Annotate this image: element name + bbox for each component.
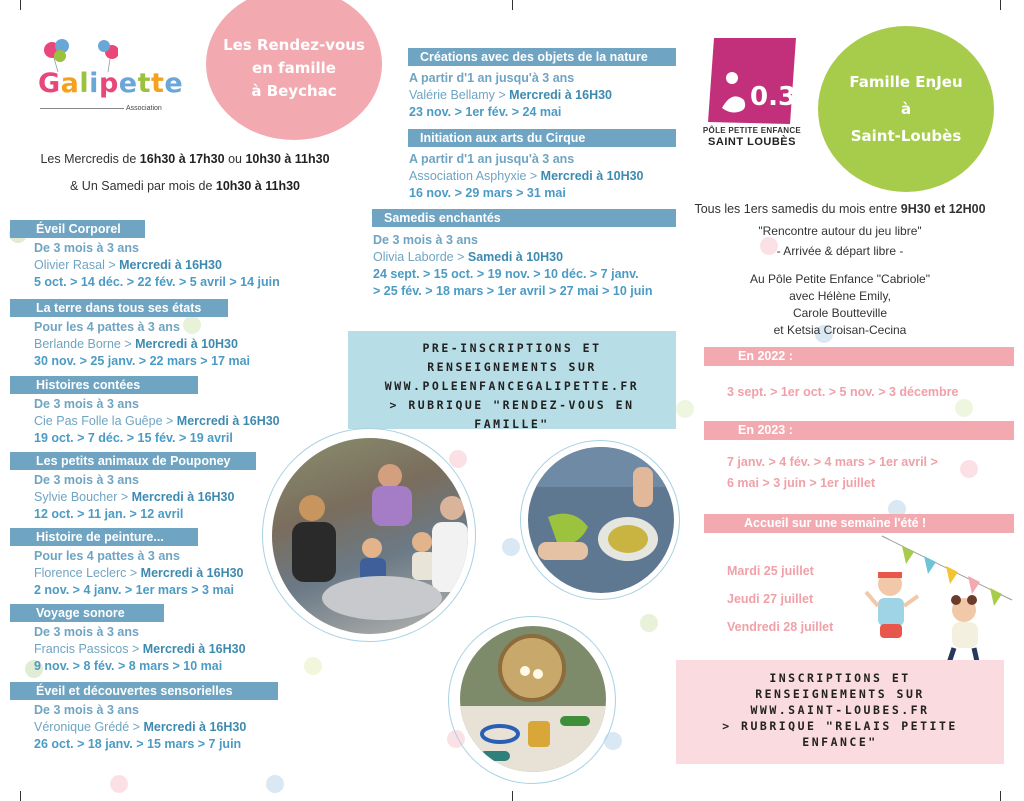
schedule-time: 10h30 à 11h30 xyxy=(215,179,300,193)
activity-age: De 3 mois à 3 ans xyxy=(34,473,139,487)
place-text: avec Hélène Emily, xyxy=(789,289,891,303)
decor-dot xyxy=(304,657,322,675)
schedule-time: 10h30 à 11h30 xyxy=(245,152,330,166)
crop-mark xyxy=(512,0,513,10)
place-text: et Ketsia Croisan-Cecina xyxy=(773,323,907,337)
info-line: PRE-INSCRIPTIONS ET xyxy=(422,341,602,355)
activity-title: Histoires contées xyxy=(10,376,198,394)
activity-details xyxy=(34,319,250,370)
summer-day: Jeudi 27 juillet xyxy=(727,592,814,606)
circle-line: Famille EnJeu xyxy=(849,72,963,91)
activity-details xyxy=(34,624,246,675)
quote-text: "Rencontre autour du jeu libre" xyxy=(758,224,922,238)
summer-label: Accueil sur une semaine l'été ! xyxy=(704,514,1014,533)
painting-photo xyxy=(528,447,674,593)
samedis-title: Samedis enchantés xyxy=(372,209,676,227)
activity-details xyxy=(34,702,246,753)
schedule-text: ou xyxy=(224,152,246,166)
activity-dates: 26 oct. > 18 janv. > 15 mars > 7 juin xyxy=(34,737,242,751)
info-line: > RUBRIQUE "RELAIS PETITE xyxy=(722,719,958,733)
intro-text: Tous les 1ers samedis du mois entre xyxy=(694,202,901,216)
year-2022-label: En 2022 : xyxy=(704,347,1014,366)
preinscription-box xyxy=(348,331,676,429)
summer-day: Mardi 25 juillet xyxy=(727,564,814,578)
logo-number: 0.3 xyxy=(750,82,797,112)
crop-mark xyxy=(1000,0,1001,10)
logo-underline xyxy=(40,108,124,109)
activity-when: Mercredi à 16H30 xyxy=(140,566,244,580)
samedis-dates: 24 sept. > 15 oct. > 19 nov. > 10 déc. > 7 janv. xyxy=(373,267,639,281)
crop-mark xyxy=(512,791,513,801)
samedis-when: Samedi à 10H30 xyxy=(467,250,564,264)
crop-mark xyxy=(1000,791,1001,801)
activity-title: Initiation aux arts du Cirque xyxy=(408,129,676,147)
sensory-photo xyxy=(460,626,606,772)
schedule-text: Les Mercredis de xyxy=(40,152,140,166)
galipette-logo xyxy=(38,38,184,118)
activity-age: De 3 mois à 3 ans xyxy=(34,625,139,639)
famille-enjeu-circle xyxy=(818,26,994,192)
activity-host-line xyxy=(34,336,250,353)
activity-host-line xyxy=(34,719,246,736)
samedis-details xyxy=(373,232,652,300)
activity-title: Créations avec des objets de la nature xyxy=(408,48,676,66)
year-2023-dates: 6 mai > 3 juin > 1er juillet xyxy=(727,476,875,490)
activity-when: Mercredi à 16H30 xyxy=(143,720,247,734)
activity-title: Éveil Corporel xyxy=(10,220,145,238)
activity-dates: 2 nov. > 4 janv. > 1er mars > 3 mai xyxy=(34,583,234,597)
activity-title: La terre dans tous ses états xyxy=(10,299,228,317)
activity-host: Cie Pas Folle la Guêpe > xyxy=(34,414,177,428)
circle-line: Les Rendez-vous xyxy=(223,35,365,54)
activity-details xyxy=(409,151,644,202)
logo-line-2: SAINT LOUBÈS xyxy=(708,136,796,148)
activity-title: Les petits animaux de Pouponey xyxy=(10,452,256,470)
activity-host-line xyxy=(34,641,246,658)
place-text: Carole Boutteville xyxy=(792,306,888,320)
activity-host: Association Asphyxie > xyxy=(409,169,541,183)
activity-host-line xyxy=(34,565,244,582)
year-2022-dates: 3 sept. > 1er oct. > 5 nov. > 3 décembre xyxy=(727,385,959,399)
activity-host: Véronique Grédé > xyxy=(34,720,144,734)
circle-line: à xyxy=(900,99,912,118)
activity-age: De 3 mois à 3 ans xyxy=(34,397,139,411)
crop-mark xyxy=(20,0,21,10)
activity-host: Sylvie Boucher > xyxy=(34,490,132,504)
activity-dates: 19 oct. > 7 déc. > 15 fév. > 19 avril xyxy=(34,431,233,445)
decor-dot xyxy=(955,399,973,417)
activity-host-line xyxy=(34,489,234,506)
info-line: RENSEIGNEMENTS SUR xyxy=(427,360,597,374)
crop-mark xyxy=(20,791,21,801)
activity-host-line xyxy=(34,413,280,430)
activity-details xyxy=(34,240,280,291)
activity-title: Éveil et découvertes sensorielles xyxy=(10,682,278,700)
painting-illustration xyxy=(528,447,674,593)
activity-when: Mercredi à 10H30 xyxy=(540,169,644,183)
activity-host: Olivier Rasal > xyxy=(34,258,120,272)
info-line: INSCRIPTIONS ET xyxy=(769,671,911,685)
decor-dot xyxy=(266,775,284,793)
activity-when: Mercredi à 10H30 xyxy=(135,337,238,351)
family-group-photo xyxy=(272,438,468,634)
children-bunting-illustration xyxy=(862,526,1022,672)
activity-details xyxy=(34,396,280,447)
activity-when: Mercredi à 16H30 xyxy=(142,642,246,656)
year-2023-label: En 2023 : xyxy=(704,421,1014,440)
decor-dot xyxy=(502,538,520,556)
activity-when: Mercredi à 16H30 xyxy=(176,414,280,428)
sensory-illustration xyxy=(460,626,606,772)
logo-subtitle: Association xyxy=(126,105,162,112)
decor-dot xyxy=(449,450,467,468)
activity-dates: 16 nov. > 29 mars > 31 mai xyxy=(409,186,566,200)
activity-age: Pour les 4 pattes à 3 ans xyxy=(34,549,180,563)
activity-details xyxy=(34,472,234,523)
rendezvous-circle xyxy=(206,0,382,140)
activity-details xyxy=(34,548,244,599)
activity-age: A partir d'1 an jusqu'à 3 ans xyxy=(409,71,575,85)
info-line: WWW.SAINT-LOUBES.FR xyxy=(750,703,930,717)
schedule-text: & Un Samedi par mois de xyxy=(69,179,216,193)
activity-dates: 5 oct. > 14 déc. > 22 fév. > 5 avril > 14 juin xyxy=(34,275,280,289)
info-line: RENSEIGNEMENTS SUR xyxy=(755,687,925,701)
circle-line: à Beychac xyxy=(251,81,337,100)
schedule-line-2 xyxy=(0,179,370,193)
intro-time: 9H30 et 12H00 xyxy=(900,202,986,216)
samedis-intro xyxy=(676,201,1004,218)
balloons-icon xyxy=(38,38,118,72)
schedule-line-1 xyxy=(0,152,370,166)
activity-title: Voyage sonore xyxy=(10,604,164,622)
activity-age: A partir d'1 an jusqu'à 3 ans xyxy=(409,152,575,166)
activity-when: Mercredi à 16H30 xyxy=(119,258,222,272)
activity-host: Francis Passicos > xyxy=(34,642,143,656)
activity-when: Mercredi à 16H30 xyxy=(131,490,235,504)
samedis-dates: > 25 fév. > 18 mars > 1er avril > 27 mai > 10 juin xyxy=(373,284,653,298)
samedis-host: Olivia Laborde > xyxy=(373,250,468,264)
logo-wordmark: Galipette xyxy=(38,68,184,99)
circle-line: Saint-Loubès xyxy=(850,126,962,145)
place-text: Au Pôle Petite Enfance "Cabriole" xyxy=(750,272,930,286)
inscription-box xyxy=(676,660,1004,764)
schedule-time: 16h30 à 17h30 xyxy=(139,152,225,166)
activity-title: Histoire de peinture... xyxy=(10,528,198,546)
activity-dates: 9 nov. > 8 fév. > 8 mars > 10 mai xyxy=(34,659,223,673)
pole-petite-enfance-logo xyxy=(702,36,802,168)
activity-details xyxy=(409,70,612,121)
activity-dates: 23 nov. > 1er fév. > 24 mai xyxy=(409,105,562,119)
samedis-age: De 3 mois à 3 ans xyxy=(373,233,478,247)
summer-day: Vendredi 28 juillet xyxy=(727,620,834,634)
year-2023-dates: 7 janv. > 4 fév. > 4 mars > 1er avril > xyxy=(727,455,938,469)
decor-dot xyxy=(110,775,128,793)
activity-host: Florence Leclerc > xyxy=(34,566,141,580)
activity-age: De 3 mois à 3 ans xyxy=(34,703,139,717)
info-line: FAMILLE" xyxy=(474,417,550,431)
logo-shape-icon xyxy=(706,36,798,126)
activity-dates: 12 oct. > 11 jan. > 12 avril xyxy=(34,507,184,521)
children-photo-illustration xyxy=(272,438,468,634)
decor-dot xyxy=(640,614,658,632)
info-line: WWW.POLEENFANCEGALIPETTE.FR xyxy=(384,379,640,393)
logo-line-1: PÔLE PETITE ENFANCE xyxy=(702,126,802,135)
activity-host: Berlande Borne > xyxy=(34,337,136,351)
activity-when: Mercredi à 16H30 xyxy=(509,88,613,102)
activity-dates: 30 nov. > 25 janv. > 22 mars > 17 mai xyxy=(34,354,250,368)
activity-age: Pour les 4 pattes à 3 ans xyxy=(34,320,180,334)
arrivee-text: - Arrivée & départ libre - xyxy=(776,244,904,258)
decor-dot xyxy=(676,400,694,418)
info-line: ENFANCE" xyxy=(802,735,878,749)
activity-age: De 3 mois à 3 ans xyxy=(34,241,139,255)
activity-host-line xyxy=(34,257,280,274)
circle-line: en famille xyxy=(252,58,336,77)
decor-dot xyxy=(960,460,978,478)
info-line: > RUBRIQUE "RENDEZ-VOUS EN xyxy=(389,398,635,412)
activity-host: Valérie Bellamy > xyxy=(409,88,510,102)
